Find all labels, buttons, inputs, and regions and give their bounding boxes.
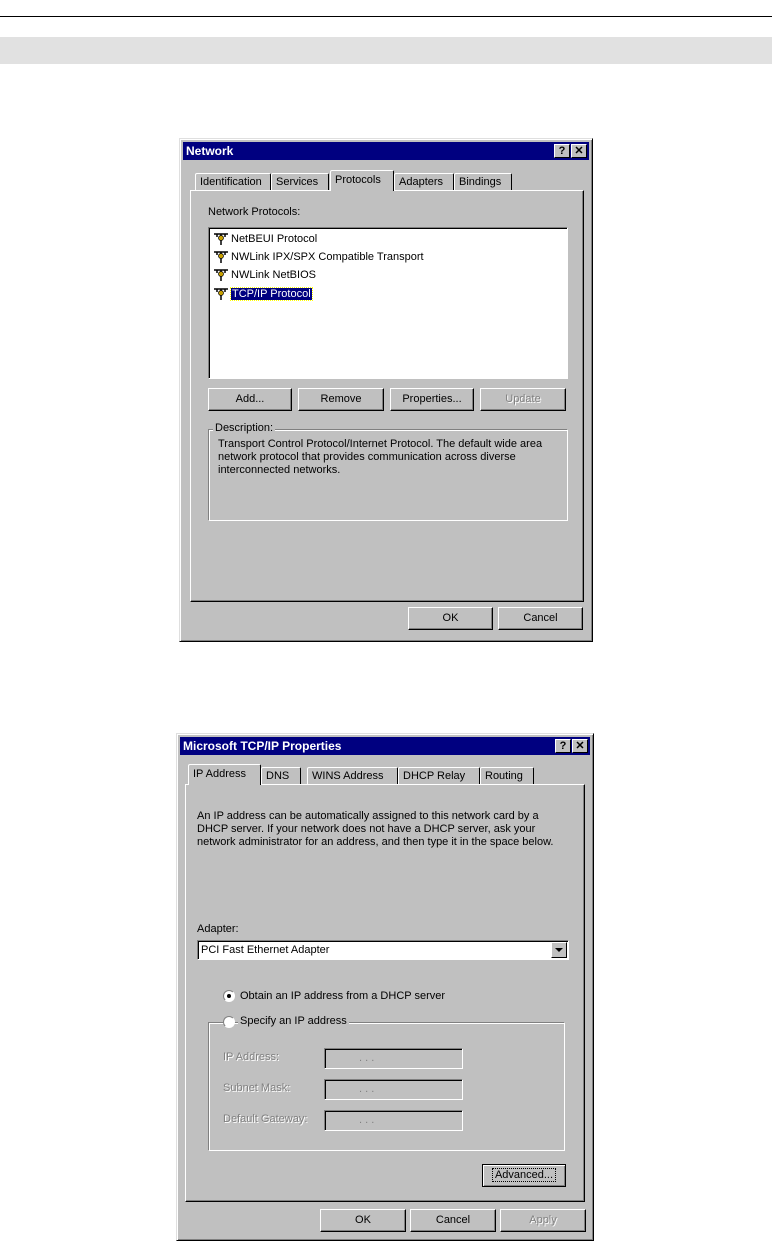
header-rule <box>0 16 772 17</box>
subnet-mask-label: Subnet Mask: <box>223 1082 291 1094</box>
default-gateway-dots: . . . <box>359 1114 375 1126</box>
tab-identification[interactable] <box>195 173 271 191</box>
section-band <box>0 37 772 64</box>
protocol-label: NWLink IPX/SPX Compatible Transport <box>231 251 424 263</box>
properties-button[interactable] <box>390 388 474 411</box>
adapter-select[interactable] <box>197 940 569 960</box>
tab-label: DHCP Relay <box>403 770 466 782</box>
tab-bindings[interactable] <box>454 173 512 191</box>
apply-button-label: Apply <box>529 1214 557 1226</box>
tab-dns[interactable] <box>261 767 301 785</box>
ok-button[interactable] <box>408 607 493 630</box>
ip-intro-text: An IP address can be automatically assigned to this network card by a DHCP server. If your network does not have a DHCP server, ask your network administrator for an address, and then type it in the space below. <box>197 810 554 848</box>
subnet-mask-field[interactable] <box>324 1079 463 1100</box>
tab-label: Protocols <box>335 174 381 186</box>
network-title: Network <box>186 144 234 158</box>
adapter-label: Adapter: <box>197 923 239 935</box>
apply-button[interactable] <box>500 1209 586 1232</box>
tab-adapters[interactable] <box>394 173 454 191</box>
tab-routing[interactable] <box>480 767 534 785</box>
default-gateway-label: Default Gateway: <box>223 1113 308 1125</box>
network-protocol-icon <box>213 250 229 264</box>
tab-label: Services <box>276 176 319 188</box>
close-button[interactable]: ✕ <box>571 144 587 158</box>
dhcp-radio[interactable] <box>223 990 235 1002</box>
list-item[interactable] <box>213 267 316 283</box>
protocol-label: NWLink NetBIOS <box>231 269 316 281</box>
ip-address-panel <box>185 784 585 1202</box>
tab-label: Bindings <box>459 176 502 188</box>
tcpip-title: Microsoft TCP/IP Properties <box>183 739 342 753</box>
properties-button-label: Properties... <box>402 393 462 405</box>
ok-button[interactable] <box>320 1209 406 1232</box>
advanced-button-label: Advanced... <box>492 1168 556 1182</box>
network-titlebar <box>183 142 589 160</box>
list-item[interactable] <box>213 249 424 265</box>
network-dialog <box>179 138 593 642</box>
protocols-panel <box>190 190 584 602</box>
update-button[interactable] <box>480 388 566 411</box>
tcpip-dialog <box>176 733 594 1241</box>
cancel-button-label: Cancel <box>523 612 558 624</box>
help-button[interactable]: ? <box>555 739 571 753</box>
description-text: Transport Control Protocol/Internet Protocol. The default wide area network protocol that provides communication across diverse interconnected networks. <box>218 438 543 476</box>
cancel-button[interactable] <box>410 1209 496 1232</box>
tab-dhcp-relay[interactable] <box>398 767 480 785</box>
tab-label: Identification <box>200 176 262 188</box>
ip-address-dots: . . . <box>359 1052 375 1064</box>
network-protocol-icon <box>213 232 229 246</box>
default-gateway-field[interactable] <box>324 1110 463 1131</box>
add-button[interactable] <box>208 388 292 411</box>
update-button-label: Update <box>505 393 541 405</box>
specify-ip-radio[interactable] <box>223 1016 235 1028</box>
protocol-label: NetBEUI Protocol <box>231 233 318 245</box>
list-item-selected[interactable] <box>213 286 312 302</box>
protocols-list-label: Network Protocols: <box>208 206 301 218</box>
description-legend: Description: <box>215 422 274 434</box>
tab-label: Adapters <box>399 176 444 188</box>
tab-label: WINS Address <box>312 770 384 782</box>
protocols-list[interactable] <box>208 227 568 379</box>
cancel-button[interactable] <box>498 607 583 630</box>
add-button-label: Add... <box>235 393 265 405</box>
tab-ip-address[interactable] <box>188 764 261 785</box>
ok-button-label: OK <box>355 1214 371 1226</box>
remove-button-label: Remove <box>320 393 362 405</box>
network-protocol-icon <box>213 268 229 282</box>
remove-button[interactable] <box>298 388 384 411</box>
specify-ip-label[interactable]: Specify an IP address <box>240 1015 347 1027</box>
ok-button-label: OK <box>442 612 459 624</box>
ip-address-field[interactable] <box>324 1048 463 1069</box>
advanced-button[interactable] <box>482 1164 566 1187</box>
tab-label: IP Address <box>193 768 246 780</box>
network-protocol-icon <box>213 287 229 301</box>
protocol-label: TCP/IP Protocol <box>232 288 311 300</box>
tab-label: DNS <box>266 770 290 782</box>
ip-address-label: IP Address: <box>223 1051 280 1063</box>
tab-label: Routing <box>485 770 523 782</box>
adapter-value: PCI Fast Ethernet Adapter <box>201 944 330 956</box>
tab-wins-address[interactable] <box>307 767 398 785</box>
dhcp-radio-label[interactable]: Obtain an IP address from a DHCP server <box>240 990 446 1002</box>
subnet-mask-dots: . . . <box>359 1083 375 1095</box>
close-button[interactable]: ✕ <box>572 739 588 753</box>
radio-dot <box>227 994 231 998</box>
list-item[interactable] <box>213 231 317 247</box>
cancel-button-label: Cancel <box>435 1214 471 1226</box>
tab-services[interactable] <box>271 173 329 191</box>
chevron-down-icon[interactable] <box>551 942 567 958</box>
help-button[interactable]: ? <box>554 144 570 158</box>
tcpip-titlebar <box>180 737 590 755</box>
tab-protocols[interactable] <box>330 170 394 191</box>
